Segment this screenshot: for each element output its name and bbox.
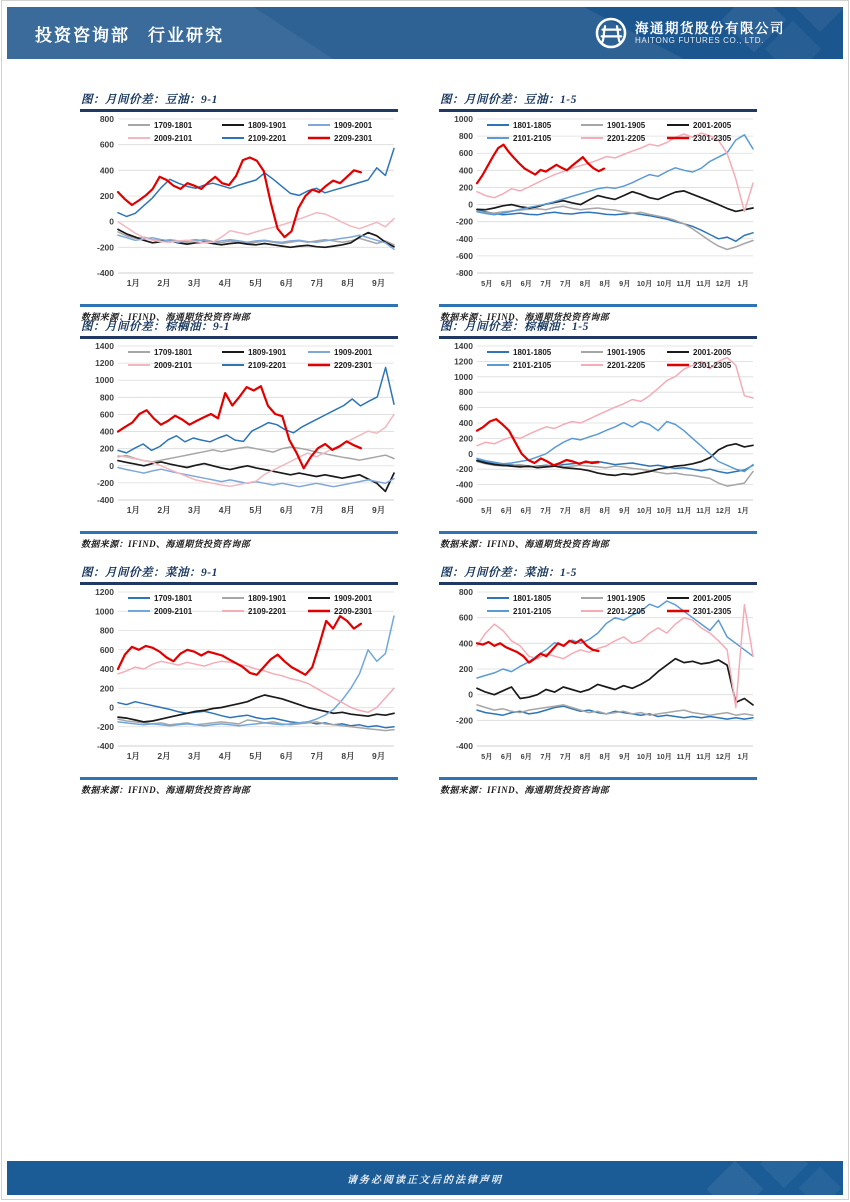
chart-card-palm-oil-1-5 [439, 318, 757, 550]
svg-text:1709-1801: 1709-1801 [154, 348, 193, 357]
chart-canvas [439, 340, 757, 530]
svg-text:-200: -200 [455, 715, 473, 726]
svg-text:400: 400 [99, 426, 114, 437]
svg-text:6月: 6月 [520, 279, 532, 288]
svg-text:9月: 9月 [372, 751, 386, 761]
svg-text:-200: -200 [455, 216, 473, 227]
chart-title: 图：月间价差：豆油：9-1 [81, 94, 218, 106]
chart-divider-bottom [439, 304, 757, 307]
footer-bar [7, 1161, 843, 1195]
svg-text:2109-2201: 2109-2201 [248, 361, 287, 370]
svg-text:8月: 8月 [341, 751, 355, 761]
chart-source: 数据来源：IFIND、海通期货投资咨询部 [440, 539, 610, 549]
svg-text:1000: 1000 [95, 606, 114, 617]
svg-text:5月: 5月 [481, 279, 493, 288]
svg-text:4月: 4月 [218, 505, 232, 515]
svg-text:2209-2301: 2209-2301 [334, 134, 373, 143]
svg-text:6月: 6月 [520, 506, 532, 515]
svg-text:3月: 3月 [188, 278, 202, 288]
svg-text:1月: 1月 [737, 279, 749, 288]
svg-text:400: 400 [458, 165, 473, 176]
chart-canvas [439, 113, 757, 303]
chart-divider-top [80, 336, 398, 339]
svg-text:8月: 8月 [599, 506, 611, 515]
svg-text:2301-2305: 2301-2305 [693, 607, 732, 616]
svg-text:11月: 11月 [696, 506, 712, 515]
svg-text:4月: 4月 [218, 751, 232, 761]
svg-text:7月: 7月 [560, 752, 572, 761]
svg-text:6月: 6月 [500, 279, 513, 288]
svg-text:200: 200 [99, 443, 114, 454]
svg-text:8月: 8月 [341, 505, 355, 515]
svg-text:10月: 10月 [636, 752, 653, 761]
footer-diamond-decoration [799, 1167, 841, 1195]
svg-text:6月: 6月 [500, 752, 513, 761]
svg-text:1801-1805: 1801-1805 [513, 594, 552, 603]
svg-text:1200: 1200 [454, 356, 473, 367]
chart-card-palm-oil-9-1 [80, 318, 398, 550]
svg-text:2209-2301: 2209-2301 [334, 607, 373, 616]
svg-text:2009-2101: 2009-2101 [154, 607, 193, 616]
svg-text:2月: 2月 [157, 278, 171, 288]
chart-source: 数据来源：IFIND、海通期货投资咨询部 [81, 312, 251, 322]
svg-text:11月: 11月 [676, 752, 692, 761]
svg-text:2101-2105: 2101-2105 [513, 134, 552, 143]
chart-card-rapeseed-oil-9-1 [80, 564, 398, 796]
svg-text:5月: 5月 [249, 505, 263, 515]
svg-text:8月: 8月 [599, 752, 611, 761]
svg-text:2109-2201: 2109-2201 [248, 607, 287, 616]
svg-text:600: 600 [458, 148, 473, 159]
haitong-logo-icon [594, 16, 628, 50]
svg-text:1月: 1月 [737, 506, 749, 515]
chart-title: 图：月间价差：菜油：9-1 [81, 567, 218, 579]
svg-text:2009-2101: 2009-2101 [154, 361, 193, 370]
chart-source: 数据来源：IFIND、海通期货投资咨询部 [440, 312, 610, 322]
svg-text:5月: 5月 [249, 278, 263, 288]
svg-text:10月: 10月 [656, 752, 672, 761]
svg-text:200: 200 [458, 433, 473, 444]
svg-text:600: 600 [99, 644, 114, 655]
svg-text:-600: -600 [455, 250, 473, 261]
svg-text:1901-1905: 1901-1905 [607, 121, 646, 130]
chart-title: 图：月间价差：菜油：1-5 [440, 567, 577, 579]
svg-text:2001-2005: 2001-2005 [693, 348, 732, 357]
svg-text:1月: 1月 [126, 505, 140, 515]
svg-text:9月: 9月 [372, 505, 386, 515]
svg-text:12月: 12月 [715, 752, 732, 761]
svg-text:1809-1901: 1809-1901 [248, 121, 287, 130]
svg-text:2209-2301: 2209-2301 [334, 361, 373, 370]
chart-divider-bottom [439, 531, 757, 534]
svg-text:1月: 1月 [126, 751, 140, 761]
chart-source: 数据来源：IFIND、海通期货投资咨询部 [81, 785, 251, 795]
svg-text:9月: 9月 [619, 506, 631, 515]
svg-text:3月: 3月 [188, 505, 202, 515]
svg-text:5月: 5月 [481, 506, 493, 515]
svg-text:800: 800 [458, 587, 473, 597]
chart-divider-top [439, 109, 757, 112]
svg-text:-400: -400 [96, 741, 114, 751]
svg-text:3月: 3月 [188, 751, 202, 761]
chart-source: 数据来源：IFIND、海通期货投资咨询部 [81, 539, 251, 549]
svg-text:1月: 1月 [126, 278, 140, 288]
chart-canvas [439, 586, 757, 776]
chart-divider-top [80, 109, 398, 112]
svg-text:7月: 7月 [310, 278, 324, 288]
svg-text:7月: 7月 [560, 506, 572, 515]
svg-text:2月: 2月 [157, 505, 171, 515]
svg-text:1月: 1月 [737, 752, 749, 761]
svg-text:0: 0 [109, 460, 114, 471]
svg-text:9月: 9月 [619, 752, 631, 761]
svg-text:8月: 8月 [579, 279, 592, 288]
svg-text:-200: -200 [96, 477, 114, 488]
svg-text:6月: 6月 [280, 505, 294, 515]
svg-text:2201-2205: 2201-2205 [607, 134, 646, 143]
legal-notice: 请务必阅读正文后的法律声明 [347, 1174, 503, 1186]
svg-text:11月: 11月 [696, 279, 712, 288]
svg-text:8月: 8月 [579, 752, 592, 761]
svg-text:8月: 8月 [341, 278, 355, 288]
svg-text:7月: 7月 [560, 279, 572, 288]
svg-text:1909-2001: 1909-2001 [334, 594, 373, 603]
company-logo [594, 7, 785, 59]
svg-text:200: 200 [99, 191, 114, 201]
svg-text:1709-1801: 1709-1801 [154, 121, 193, 130]
svg-text:1809-1901: 1809-1901 [248, 348, 287, 357]
svg-text:1909-2001: 1909-2001 [334, 121, 373, 130]
svg-text:8月: 8月 [579, 506, 592, 515]
chart-divider-top [439, 582, 757, 585]
svg-text:1801-1805: 1801-1805 [513, 121, 552, 130]
svg-text:200: 200 [458, 664, 473, 674]
svg-text:5月: 5月 [249, 751, 263, 761]
svg-text:2009-2101: 2009-2101 [154, 134, 193, 143]
department-title: 投资咨询部 [35, 25, 130, 45]
svg-text:7月: 7月 [540, 279, 552, 288]
svg-text:1909-2001: 1909-2001 [334, 348, 373, 357]
svg-text:2月: 2月 [157, 751, 171, 761]
svg-text:800: 800 [458, 387, 473, 398]
svg-text:0: 0 [109, 216, 114, 227]
svg-text:1200: 1200 [95, 587, 114, 597]
svg-text:2109-2201: 2109-2201 [248, 134, 287, 143]
chart-card-rapeseed-oil-1-5 [439, 564, 757, 796]
svg-text:6月: 6月 [280, 751, 294, 761]
svg-text:200: 200 [458, 182, 473, 193]
chart-canvas [80, 340, 398, 530]
svg-text:1801-1805: 1801-1805 [513, 348, 552, 357]
chart-divider-top [80, 582, 398, 585]
svg-text:10月: 10月 [656, 506, 672, 515]
svg-text:-400: -400 [96, 268, 114, 278]
svg-text:10月: 10月 [636, 279, 653, 288]
svg-text:2301-2305: 2301-2305 [693, 134, 732, 143]
svg-text:0: 0 [468, 689, 473, 700]
chart-canvas [80, 113, 398, 303]
chart-divider-bottom [80, 777, 398, 780]
chart-card-soybean-oil-9-1 [80, 91, 398, 323]
svg-text:6月: 6月 [280, 278, 294, 288]
svg-text:1200: 1200 [95, 358, 114, 369]
report-page [1, 0, 849, 1200]
svg-text:-200: -200 [455, 464, 473, 475]
svg-text:10月: 10月 [636, 506, 653, 515]
svg-text:1000: 1000 [95, 375, 114, 386]
svg-text:6月: 6月 [520, 752, 532, 761]
svg-text:7月: 7月 [540, 506, 552, 515]
svg-text:2001-2005: 2001-2005 [693, 594, 732, 603]
company-name-en: HAITONG FUTURES CO., LTD. [635, 36, 764, 46]
section-title: 行业研究 [148, 25, 224, 45]
svg-text:1400: 1400 [454, 341, 473, 351]
svg-text:9月: 9月 [372, 278, 386, 288]
svg-text:1901-1905: 1901-1905 [607, 348, 646, 357]
svg-text:2001-2005: 2001-2005 [693, 121, 732, 130]
svg-text:600: 600 [99, 139, 114, 150]
svg-text:200: 200 [99, 683, 114, 694]
svg-text:6月: 6月 [500, 506, 513, 515]
svg-text:11月: 11月 [676, 506, 692, 515]
svg-text:0: 0 [109, 702, 114, 713]
report-header [7, 7, 843, 59]
svg-text:7月: 7月 [310, 505, 324, 515]
company-name-cn: 海通期货股份有限公司 [635, 20, 785, 36]
svg-text:5月: 5月 [481, 752, 493, 761]
svg-text:600: 600 [458, 402, 473, 413]
svg-text:1000: 1000 [454, 114, 473, 124]
svg-text:8月: 8月 [599, 279, 611, 288]
svg-text:11月: 11月 [696, 752, 712, 761]
svg-text:9月: 9月 [619, 279, 631, 288]
svg-text:600: 600 [458, 612, 473, 623]
chart-card-soybean-oil-1-5 [439, 91, 757, 323]
svg-text:-400: -400 [96, 495, 114, 505]
svg-text:2201-2205: 2201-2205 [607, 607, 646, 616]
svg-text:2301-2305: 2301-2305 [693, 361, 732, 370]
svg-text:-400: -400 [455, 741, 473, 751]
svg-text:400: 400 [458, 638, 473, 649]
svg-text:1901-1905: 1901-1905 [607, 594, 646, 603]
svg-text:400: 400 [458, 418, 473, 428]
svg-text:1709-1801: 1709-1801 [154, 594, 193, 603]
chart-title: 图：月间价差：棕榈油：9-1 [81, 321, 230, 333]
svg-text:11月: 11月 [676, 279, 692, 288]
svg-text:400: 400 [99, 664, 114, 674]
header-title [35, 7, 224, 59]
svg-text:2101-2105: 2101-2105 [513, 607, 552, 616]
chart-title: 图：月间价差：棕榈油：1-5 [440, 321, 589, 333]
chart-canvas [80, 586, 398, 776]
chart-divider-bottom [80, 531, 398, 534]
chart-divider-top [439, 336, 757, 339]
svg-text:12月: 12月 [715, 506, 732, 515]
svg-text:7月: 7月 [310, 751, 324, 761]
svg-text:-400: -400 [455, 479, 473, 490]
footer-diamond-decoration [707, 1161, 764, 1195]
svg-text:-200: -200 [96, 242, 114, 253]
svg-text:800: 800 [458, 131, 473, 142]
svg-text:2101-2105: 2101-2105 [513, 361, 552, 370]
svg-text:2201-2205: 2201-2205 [607, 361, 646, 370]
svg-text:800: 800 [99, 392, 114, 403]
svg-text:7月: 7月 [540, 752, 552, 761]
svg-text:-200: -200 [96, 721, 114, 732]
svg-text:10月: 10月 [656, 279, 672, 288]
svg-text:0: 0 [468, 199, 473, 210]
company-name [635, 21, 785, 46]
svg-text:400: 400 [99, 165, 114, 176]
svg-text:-600: -600 [455, 495, 473, 505]
svg-text:600: 600 [99, 409, 114, 420]
svg-text:4月: 4月 [218, 278, 232, 288]
svg-text:1809-1901: 1809-1901 [248, 594, 287, 603]
chart-divider-bottom [439, 777, 757, 780]
chart-divider-bottom [80, 304, 398, 307]
svg-text:800: 800 [99, 625, 114, 636]
svg-text:0: 0 [468, 448, 473, 459]
svg-text:1400: 1400 [95, 341, 114, 351]
chart-title: 图：月间价差：豆油：1-5 [440, 94, 577, 106]
svg-text:12月: 12月 [715, 279, 732, 288]
svg-text:-400: -400 [455, 233, 473, 244]
svg-text:800: 800 [99, 114, 114, 124]
chart-source: 数据来源：IFIND、海通期货投资咨询部 [440, 785, 610, 795]
svg-text:1000: 1000 [454, 371, 473, 382]
svg-text:-800: -800 [455, 268, 473, 278]
